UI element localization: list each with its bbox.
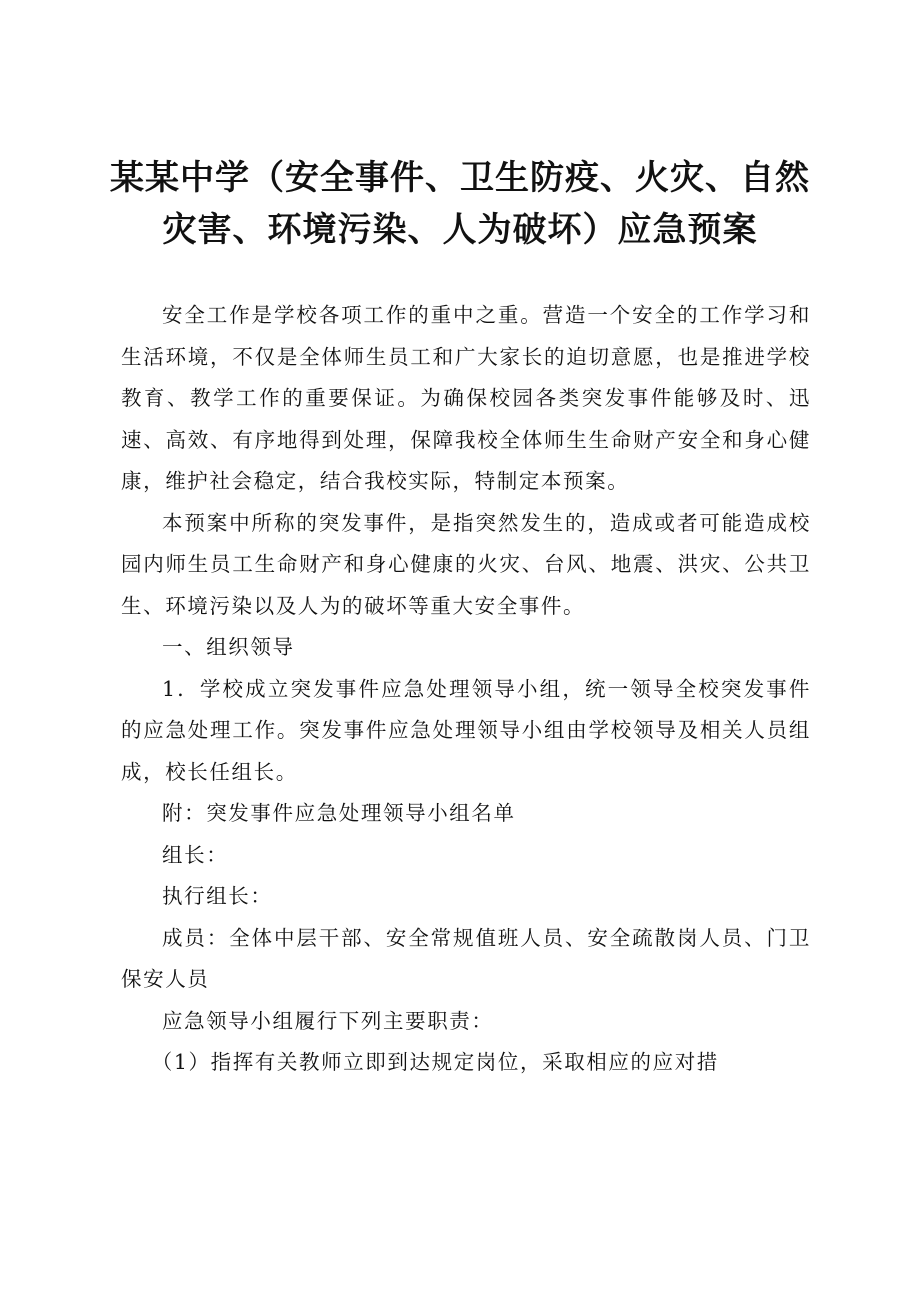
paragraph-group-leader: 组长： <box>162 842 229 867</box>
paragraph-duty-1: （1）指挥有关教师立即到达规定岗位，采取相应的应对措 <box>151 1050 719 1074</box>
paragraph-definition: 本预案中所称的突发事件，是指突然发生的，造成或者可能造成校园内师生员工生命财产和身心健康的火灾、台风、地震、洪灾、公共卫生、环境污染以及人为的破坏等重大安全事件。 <box>121 510 811 618</box>
title-line-2: 灾害、环境污染、人为破坏）应急预案 <box>162 210 758 250</box>
title-line-1: 某某中学（安全事件、卫生防疫、火灾、自然 <box>110 158 810 198</box>
paragraph-duties-intro: 应急领导小组履行下列主要职责： <box>162 1008 494 1033</box>
document-title <box>110 152 810 256</box>
paragraph-leadership-group: 1．学校成立突发事件应急处理领导小组，统一领导全校突发事件的应急处理工作。突发事件应急处理领导小组由学校领导及相关人员组成，校长任组长。 <box>121 676 811 784</box>
paragraph-intro: 安全工作是学校各项工作的重中之重。营造一个安全的工作学习和生活环境，不仅是全体师生员工和广大家长的迫切意愿，也是推进学校教育、教学工作的重要保证。为确保校园各类突发事件能够及时、迅速、高效、有序地得到处理，保障我校全体师生生命财产安全和身心健康，维护社会稳定，结合我校实际，特制定本预案。 <box>121 303 811 493</box>
document-body <box>121 295 811 1084</box>
section-heading-organization: 一、组织领导 <box>162 635 295 659</box>
paragraph-members: 成员：全体中层干部、安全常规值班人员、安全疏散岗人员、门卫保安人员 <box>121 925 811 991</box>
paragraph-executive-leader: 执行组长： <box>162 884 273 908</box>
paragraph-member-list-title: 附：突发事件应急处理领导小组名单 <box>162 801 516 825</box>
